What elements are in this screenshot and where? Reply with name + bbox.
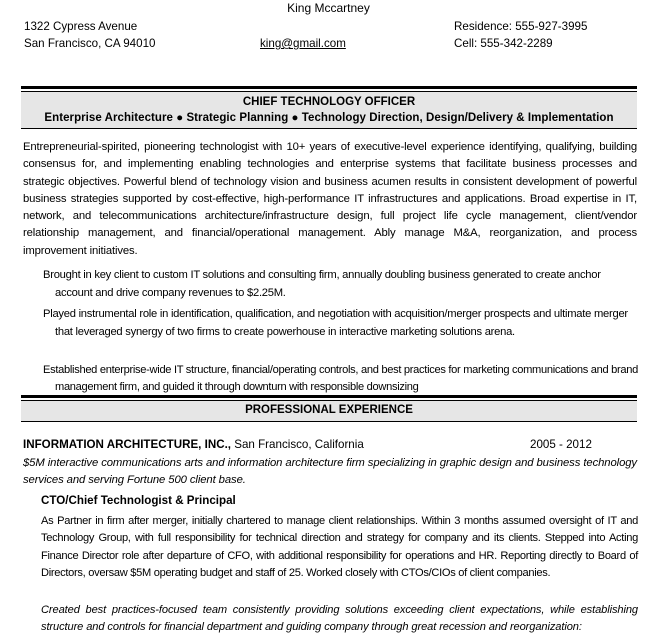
company-location: San Francisco, California: [231, 438, 364, 451]
achievements-intro: Created best practices-focused team consistently providing solutions exceeding client expectations, while establishing structure and controls for financial department and guiding company through great recession and reorganization:: [41, 604, 638, 633]
experience-band-shading: PROFESSIONAL EXPERIENCE: [21, 400, 637, 422]
company-description: $5M interactive communications arts and information architecture firm specializing in graphic design and business technology services and serving Fortune 500 client base.: [23, 457, 637, 486]
residence-phone: Residence: 555-927-3995: [454, 20, 588, 33]
title-band: [21, 86, 637, 129]
company-line: [23, 438, 364, 451]
highlight-item: Played instrumental role in identification, qualification, and negotiation with acquisition/merger prospects and ultimate merger that leveraged synergy of two firms to create powerhouse in interactive marketing solutions arena.: [43, 308, 628, 338]
highlights-list: [43, 267, 633, 345]
experience-band: [21, 395, 637, 422]
address-line-1: 1322 Cypress Avenue: [24, 20, 138, 33]
candidate-name: King Mccartney: [287, 1, 370, 15]
cell-phone: Cell: 555-342-2289: [454, 37, 553, 50]
role-description: As Partner in firm after merger, initially chartered to manage client relationships. Within 3 months assumed oversight of IT and Technology Group, with full responsibility for technical direction and strategy for company and its clients. Stepped into Acting Finance Director role after departure of CFO, with additional responsibility for operations and HR. Reporting directly to Board of Directors, oversaw $5M operating budget and staff of 25. Worked closely with CTOs/CIOs of client companies.: [41, 515, 638, 579]
title-band-shading: [21, 91, 637, 129]
highlight-item: Brought in key client to custom IT solutions and consulting firm, annually doubling business generated to create anchor account and drive company revenues to $2.25M.: [43, 269, 601, 299]
company-name: INFORMATION ARCHITECTURE, INC.,: [23, 438, 232, 451]
address-line-2: San Francisco, CA 94010: [24, 37, 156, 50]
specialties-line: Enterprise Architecture ● Strategic Planning ● Technology Direction, Design/Delivery & Implementation: [44, 112, 614, 124]
summary-paragraph: Entrepreneurial-spirited, pioneering technologist with 10+ years of executive-level experience identifying, qualifying, building consensus for, and implementing enabling technologies and enterprise systems that facilitate business processes and strategic objectives. Powerful blend of technology vision and business acumen results in consistent development of powerful business strategies supported by cost-effective, high-performance IT infrastructures and applications. Broad expertise in IT, network, and telecommunications architecture/infrastructure design, full project life cycle management, client/vendor relationship management, and financial/operational management. Ably manage M&A, reorganization, and process improvement initiatives.: [23, 141, 637, 257]
job-title-heading: CHIEF TECHNOLOGY OFFICER: [242, 96, 416, 108]
highlight-item: Established enterprise-wide IT structure, financial/operating controls, and best practices for marketing communications and brand management firm, and guided it through downturn with responsible downsizing: [43, 364, 638, 393]
role-title: CTO/Chief Technologist & Principal: [41, 494, 236, 507]
employment-dates: 2005 - 2012: [530, 438, 592, 451]
email-link[interactable]: king@gmail.com: [260, 37, 346, 50]
